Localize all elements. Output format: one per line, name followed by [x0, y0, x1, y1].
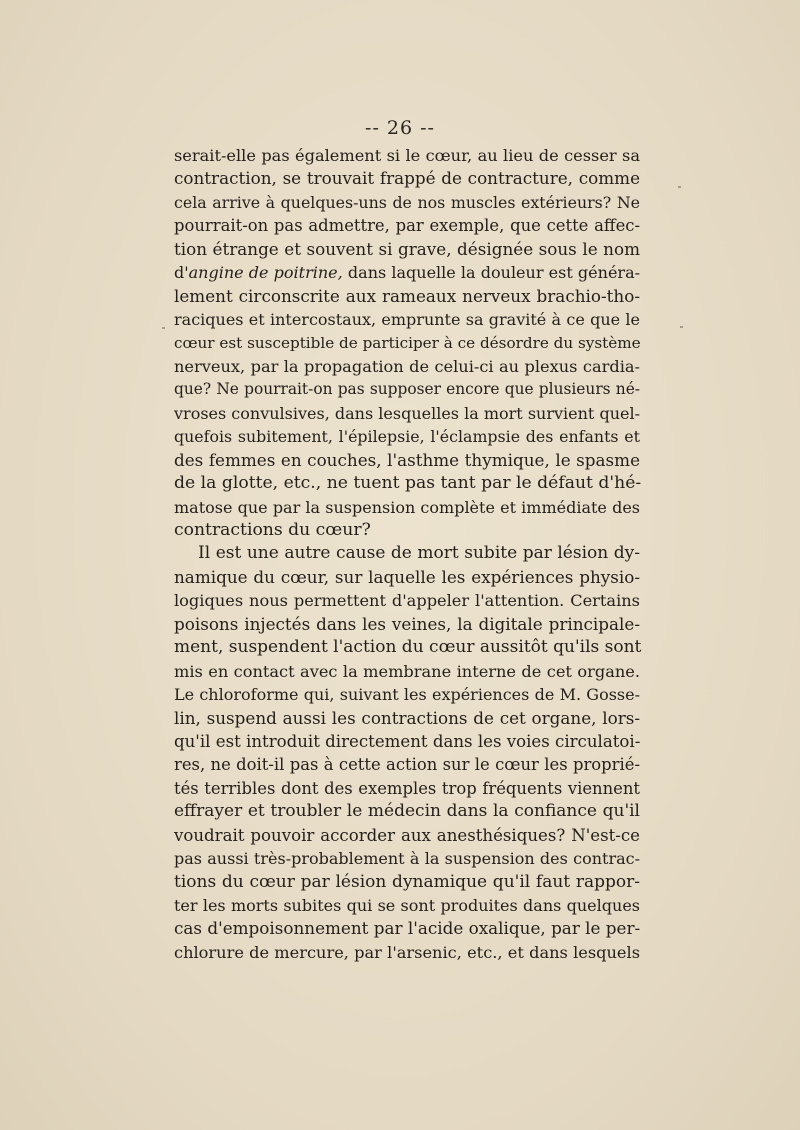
- body-text: [174, 144, 640, 964]
- text-line: res, ne doit-il pas à cette action sur le cœur les proprié-: [174, 755, 640, 775]
- italic-term: angine de poitrine,: [188, 263, 343, 283]
- text-line: Il est une autre cause de mort subite par lésion dy-: [198, 543, 640, 564]
- text-segment: dans laquelle la douleur est généra-: [342, 263, 641, 283]
- paper-speck: [680, 326, 683, 328]
- text-line: pas aussi très-probablement à la suspension des contrac-: [174, 849, 640, 869]
- text-line: nerveux, par la propagation de celui-ci au plexus cardia-: [174, 356, 640, 376]
- text-line: de la glotte, etc., ne tuent pas tant par le défaut d'hé-: [174, 473, 642, 494]
- text-line: cœur est susceptible de participer à ce désordre du système: [174, 333, 641, 352]
- page-number: -- 26 --: [365, 117, 435, 139]
- text-line: pourrait-on pas admettre, par exemple, que cette affec-: [174, 216, 640, 236]
- text-line: des femmes en couches, l'asthme thymique, le spasme: [174, 449, 640, 470]
- text-line: lin, suspend aussi les contractions de cet organe, lors-: [174, 707, 640, 728]
- text-line: mis en contact avec la membrane interne de cet organe.: [174, 661, 640, 681]
- text-line: effrayer et troubler le médecin dans la confiance qu'il: [174, 801, 640, 822]
- text-line: ment, suspendent l'action du cœur aussitôt qu'ils sont: [174, 637, 642, 658]
- text-line: tion étrange et souvent si grave, désignée sous le nom: [174, 238, 640, 259]
- text-line: voudrait pouvoir accorder aux anesthésiques? N'est-ce: [174, 825, 640, 845]
- text-line: matose que par la suspension complète et immédiate des: [174, 497, 640, 517]
- text-segment: d': [174, 263, 189, 283]
- text-line: contractions du cœur?: [174, 520, 371, 540]
- text-line: logiques nous permettent d'appeler l'attention. Certains: [174, 591, 640, 611]
- text-line: que? Ne pourrait-on pas supposer encore que plusieurs né-: [174, 380, 640, 399]
- text-line: lement circonscrite aux rameaux nerveux brachio-tho-: [174, 285, 640, 306]
- text-line: qu'il est introduit directement dans les voies circulatoi-: [174, 731, 641, 751]
- text-line: cas d'empoisonnement par l'acide oxalique, par le per-: [174, 918, 641, 939]
- text-line: ter les morts subites qui se sont produites dans quelques: [174, 896, 640, 915]
- text-line: chlorure de mercure, par l'arsenic, etc., et dans lesquels: [174, 942, 640, 962]
- text-line: [174, 261, 640, 284]
- text-line: raciques et intercostaux, emprunte sa gravité à ce que le: [174, 310, 640, 330]
- paper-speck: [678, 186, 681, 188]
- text-line: cela arrive à quelques-uns de nos muscles extérieurs? Ne: [174, 192, 640, 212]
- text-line: poisons injectés dans les veines, la digitale principale-: [174, 613, 640, 634]
- text-line: contraction, se trouvait frappé de contracture, comme: [174, 168, 640, 189]
- text-line: namique du cœur, sur laquelle les expériences physio-: [174, 566, 640, 587]
- text-line: tions du cœur par lésion dynamique qu'il faut rappor-: [174, 871, 640, 892]
- paper-speck: [162, 327, 165, 329]
- text-line: quefois subitement, l'épilepsie, l'éclampsie des enfants et: [174, 427, 640, 447]
- text-line: tés terribles dont des exemples trop fréquents viennent: [174, 778, 640, 798]
- text-line: serait-elle pas également si le cœur, au lieu de cesser sa: [174, 146, 640, 165]
- text-line: Le chloroforme qui, suivant les expériences de M. Gosse-: [174, 685, 640, 705]
- text-line: vroses convulsives, dans lesquelles la mort survient quel-: [174, 403, 640, 423]
